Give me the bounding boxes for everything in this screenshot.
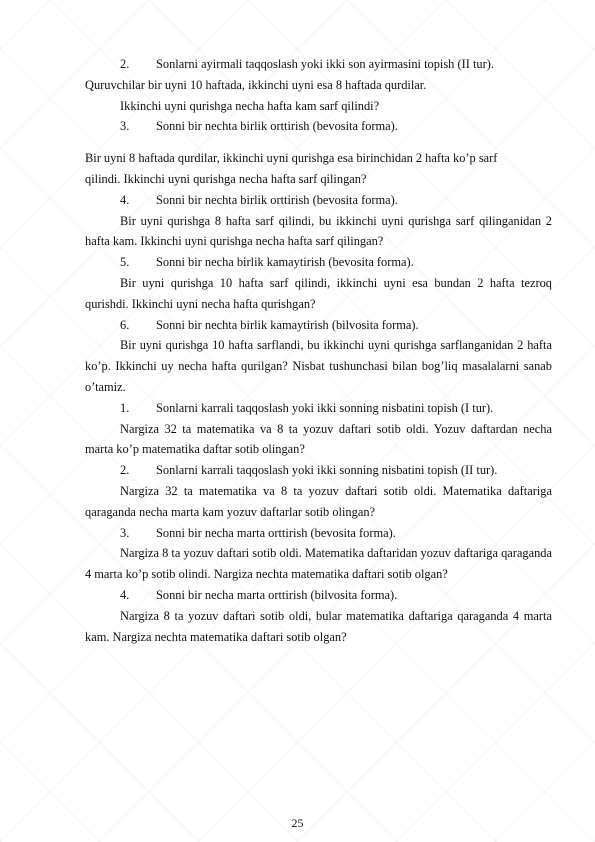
item-number: 3. [120,119,130,134]
item-text: Sonni bir nechta birlik kamaytirish (bilvosita forma). [156,317,419,332]
item-number: 4. [120,192,130,207]
numbered-item [120,460,552,481]
paragraph: Bir uyni qurishga 10 hafta sarf qilindi, ikkinchi uyni esa bundan 2 hafta tezroq qurishdi. Ikkinchi uyni necha hafta qurishgan? [85,275,552,311]
item-text: Sonni bir nechta birlik orttirish (bevosita forma). [156,119,398,134]
numbered-item [120,116,552,137]
text-line: qilindi. Ikkinchi uyni qurishga necha hafta sarf qilingan? [85,171,367,186]
item-text: Sonlarni ayirmali taqqoslash yoki ikki son ayirmasini topish (II tur). [156,57,494,71]
paragraph: Nargiza 8 ta yozuv daftari sotib oldi, bular matematika daftariga qaraganda 4 marta kam. Nargiza nechta matematika daftari sotib olgan? [85,608,552,644]
item-text: Sonni bir necha marta orttirish (bevosita forma). [156,525,396,540]
item-number: 1. [120,400,130,415]
item-text: Sonni bir necha marta orttirish (bilvosita forma). [156,587,398,602]
paragraph: Nargiza 32 ta matematika va 8 ta yozuv daftari sotib oldi. Matematika daftariga qaraganda necha marta kam yozuv daftarlar sotib olingan? [85,483,552,519]
item-number: 6. [120,317,130,332]
item-number: 4. [120,587,130,602]
item-number: 5. [120,255,130,270]
paragraph: Nargiza 8 ta yozuv daftari sotib oldi. Matematika daftaridan yozuv daftariga qaraganda 4 marta ko’p sotib olindi. Nargiza nechta matematika daftari sotib olgan? [85,546,552,582]
text-line: Bir uyni 8 haftada qurdilar, ikkinchi uyni qurishga esa birinchidan 2 hafta ko’p sarf [85,151,498,166]
paragraph: Ikkinchi uyni qurishga necha hafta kam sarf qilindi? [120,98,380,113]
paragraph: Nargiza 32 ta matematika va 8 ta yozuv daftari sotib oldi. Yozuv daftardan necha marta ko’p matematika daftar sotib olingan? [85,421,552,457]
document-body [85,54,552,647]
item-text: Sonni bir necha birlik kamaytirish (bevosita forma). [156,255,414,270]
numbered-item [120,523,552,544]
page-number: 25 [291,816,304,830]
item-number: 3. [120,525,130,540]
numbered-item [120,585,552,606]
item-number: 2. [120,463,130,478]
numbered-item [120,252,552,273]
item-number: 2. [120,57,130,71]
text-line: Quruvchilar bir uyni 10 haftada, ikkinchi uyni esa 8 haftada qurdilar. [85,77,427,92]
paragraph: Bir uyni qurishga 10 hafta sarflandi, bu ikkinchi uyni qurishga sarflanganidan 2 hafta ko’p. Ikkinchi uy necha hafta qurilgan? Nisbat tushunchasi bilan bog’liq masalalarni sanab o’tamiz. [85,338,552,394]
item-text: Sonni bir nechta birlik orttirish (bevosita forma). [156,192,398,207]
paragraph-gap [85,137,552,148]
numbered-item [120,398,552,419]
paragraph: Bir uyni qurishga 8 hafta sarf qilindi, bu ikkinchi uyni qurishga sarf qilinganidan 2 hafta kam. Ikkinchi uyni qurishga necha hafta sarf qilingan? [85,213,552,249]
item-text: Sonlarni karrali taqqoslash yoki ikki sonning nisbatini topish (I tur). [156,400,494,415]
numbered-item [120,315,552,336]
numbered-item [120,190,552,211]
item-text: Sonlarni karrali taqqoslash yoki ikki sonning nisbatini topish (II tur). [156,463,498,478]
numbered-item [120,54,552,75]
